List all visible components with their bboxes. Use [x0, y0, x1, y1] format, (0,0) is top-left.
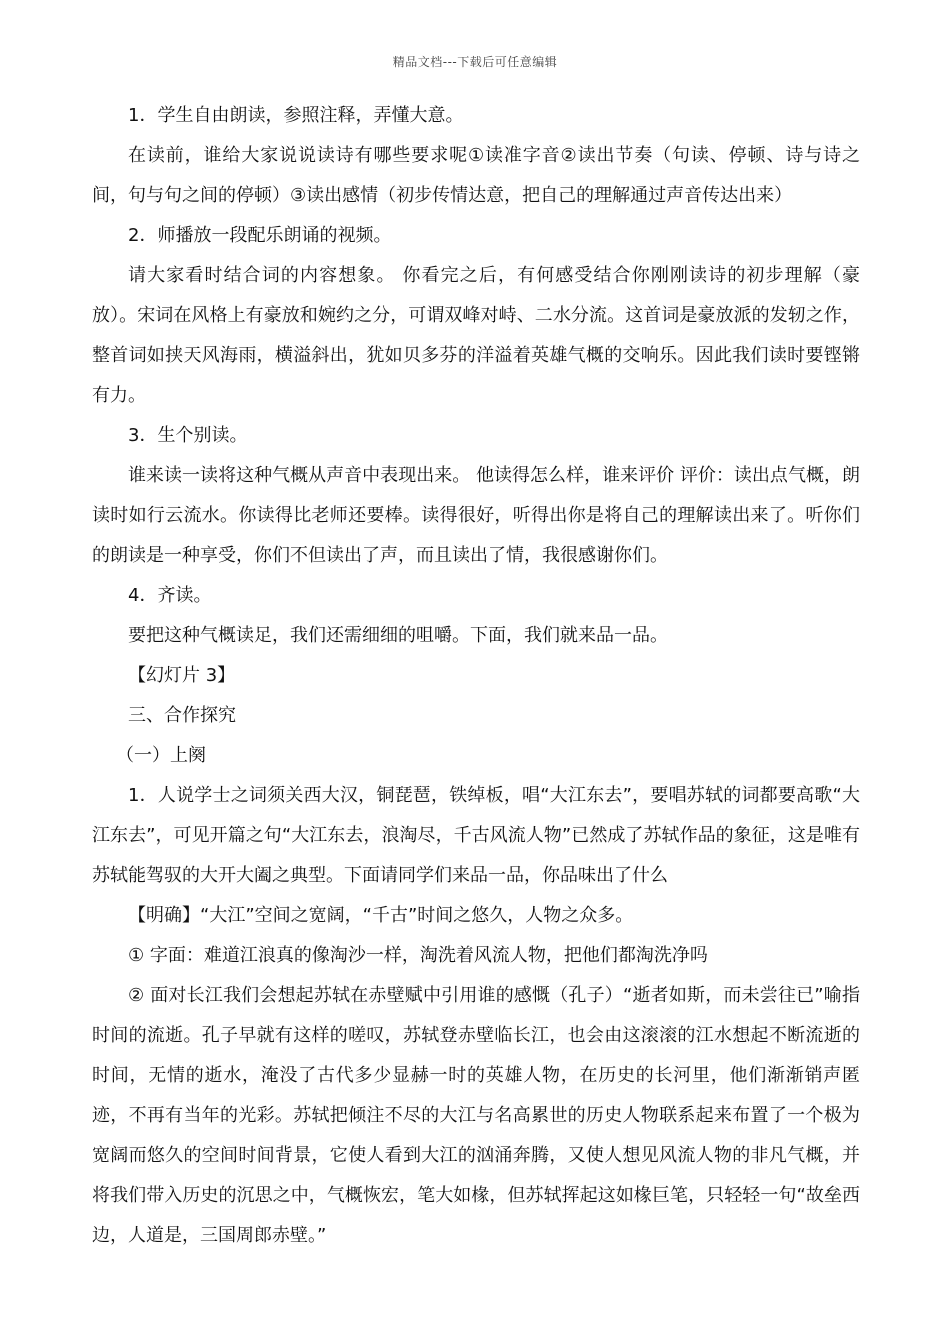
paragraph-step-4: 4．齐读。	[128, 585, 212, 606]
paragraph-slide-marker: 【幻灯片 3】	[128, 665, 236, 686]
paragraph-question-1: 1．人说学士之词须关西大汉，铜琵琶，铁绰板，唱“大江东去”，要唱苏轼的词都要高歌“大江东去”，可见开篇之句“大江东去，浪淘尽，千古风流人物”已然成了苏轼作品的象征，这是唯有苏轼能驾驭的大开大阖之典型。下面请同学们来品一品，你品味出了什么	[92, 785, 860, 886]
page-header: 精品文档---下载后可任意编辑	[392, 55, 558, 69]
section-heading-cooperative-inquiry: 三、合作探究	[128, 705, 236, 726]
paragraph-individual-reading: 谁来读一读将这种气概从声音中表现出来。 他读得怎么样，谁来评价 评价：读出点气概，朗读时如行云流水。你读得比老师还要棒。读得很好，听得出你是将自己的理解读出来了。听你们的朗读是一种享受，你们不但读出了声，而且读出了情，我很感谢你们。	[92, 465, 860, 566]
paragraph-reading-requirements: 在读前，谁给大家说说读诗有哪些要求呢①读准字音②读出节奏（句读、停顿、诗与诗之间，句与句之间的停顿）③读出感情（初步传情达意，把自己的理解通过声音传达出来）	[92, 145, 860, 206]
paragraph-clarification: 【明确】“大江”空间之宽阔，“千古”时间之悠久，人物之众多。	[128, 905, 634, 926]
paragraph-transition: 要把这种气概读足，我们还需细细的咀嚼。下面，我们就来品一品。	[128, 625, 668, 646]
paragraph-step-2: 2．师播放一段配乐朗诵的视频。	[128, 225, 392, 246]
paragraph-video-discussion: 请大家看时结合词的内容想象。 你看完之后，有何感受结合你刚刚读诗的初步理解（豪放）。宋词在风格上有豪放和婉约之分，可谓双峰对峙、二水分流。这首词是豪放派的发轫之作，整首词如挟天风海雨，横溢斜出，犹如贝多芬的洋溢着英雄气概的交响乐。因此我们读时要铿锵有力。	[92, 265, 860, 406]
paragraph-point-2: ② 面对长江我们会想起苏轼在赤壁赋中引用谁的感慨（孔子）“逝者如斯，而未尝往已”喻指时间的流逝。孔子早就有这样的嗟叹，苏轼登赤壁临长江，也会由这滚滚的江水想起不断流逝的时间，无情的逝水，淹没了古代多少显赫一时的英雄人物，在历史的长河里，他们渐渐销声匿迹，不再有当年的光彩。苏轼把倾注不尽的大江与名高累世的历史人物联系起来布置了一个极为宽阔而悠久的空间时间背景，它使人看到大江的汹涌奔腾，又使人想见风流人物的非凡气概，并将我们带入历史的沉思之中，气概恢宏，笔大如椽，但苏轼挥起这如椽巨笔，只轻轻一句“故垒西边，人道是，三国周郎赤壁。”	[92, 985, 860, 1246]
paragraph-step-1: 1．学生自由朗读，参照注释，弄懂大意。	[128, 105, 464, 126]
paragraph-point-1: ① 字面：难道江浪真的像淘沙一样，淘洗着风流人物，把他们都淘洗净吗	[128, 945, 708, 966]
document-body	[92, 96, 860, 1256]
subsection-heading-first-stanza: （一）上阕	[116, 745, 206, 766]
paragraph-step-3: 3．生个别读。	[128, 425, 248, 446]
